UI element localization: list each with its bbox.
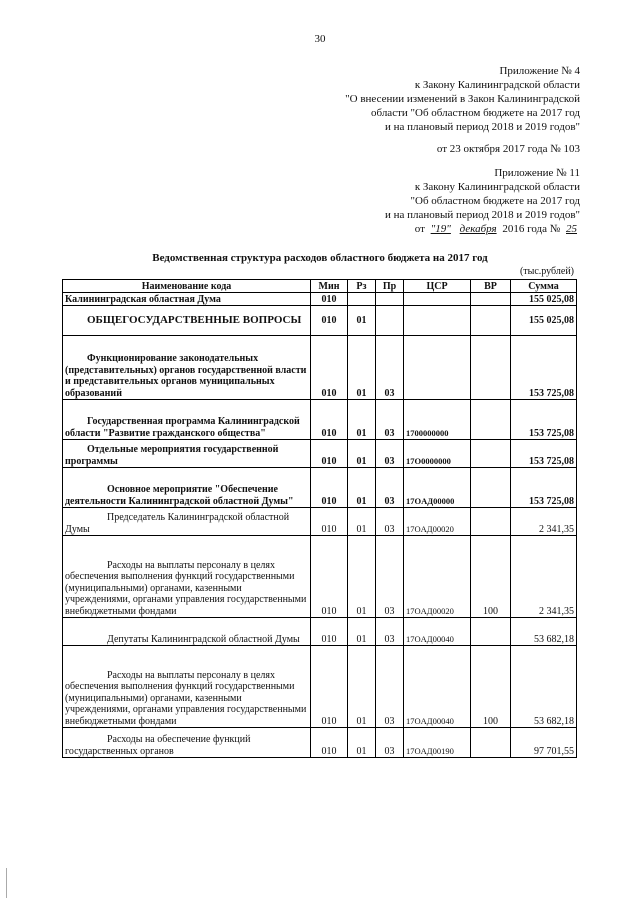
appendix-11-date — [385, 222, 580, 236]
cell-sum: 155 025,08 — [511, 306, 577, 336]
appendix-4-date: от 23 октября 2017 года № 103 — [436, 143, 580, 155]
cell-min: 010 — [311, 618, 348, 646]
cell-pr: 03 — [376, 400, 404, 440]
document-title: Ведомственная структура расходов областного бюджета на 2017 год — [152, 252, 488, 264]
table-row — [63, 336, 577, 400]
cell-sum: 97 701,55 — [511, 728, 577, 758]
cell-csr: 17OАД00190 — [404, 728, 471, 758]
cell-sum: 153 725,08 — [511, 468, 577, 508]
cell-name: Расходы на выплаты персоналу в целях обеспечения выполнения функций государственными (муниципальными) органами, казенными учреждениями, органами управления государственными внебюджетными фондами — [63, 646, 311, 728]
cell-csr: 17OАД00040 — [404, 618, 471, 646]
cell-csr: 1700000000 — [404, 400, 471, 440]
cell-csr — [404, 336, 471, 400]
date-year: 2016 года № — [502, 223, 561, 235]
table-row — [63, 508, 577, 536]
cell-min: 010 — [311, 400, 348, 440]
cell-vr — [471, 400, 511, 440]
cell-pr: 03 — [376, 440, 404, 468]
cell-rz: 01 — [348, 336, 376, 400]
cell-sum: 2 341,35 — [511, 536, 577, 618]
cell-sum: 155 025,08 — [511, 293, 577, 306]
cell-csr — [404, 293, 471, 306]
cell-min: 010 — [311, 336, 348, 400]
cell-sum: 153 725,08 — [511, 336, 577, 400]
cell-pr: 03 — [376, 646, 404, 728]
table-row — [63, 468, 577, 508]
page-number: 30 — [314, 33, 326, 45]
table-row — [63, 728, 577, 758]
table-row — [63, 618, 577, 646]
cell-vr — [471, 618, 511, 646]
cell-sum: 153 725,08 — [511, 440, 577, 468]
appendix-11-line: к Закону Калининградской области — [414, 181, 580, 193]
appendix-4-header — [345, 64, 580, 156]
cell-name: Депутаты Калининградской областной Думы — [63, 618, 311, 646]
cell-csr: 17OАД00020 — [404, 508, 471, 536]
cell-vr — [471, 306, 511, 336]
cell-name: Калининградская областная Дума — [63, 293, 311, 306]
header-rz: Рз — [348, 280, 376, 293]
date-month: декабря — [459, 223, 497, 235]
cell-rz: 01 — [348, 646, 376, 728]
appendix-4-line: Приложение № 4 — [499, 65, 580, 77]
cell-sum: 53 682,18 — [511, 618, 577, 646]
cell-vr — [471, 293, 511, 306]
cell-name: Расходы на обеспечение функций государственных органов — [63, 728, 311, 758]
header-pr: Пр — [376, 280, 404, 293]
cell-csr — [404, 306, 471, 336]
cell-min: 010 — [311, 306, 348, 336]
cell-rz: 01 — [348, 306, 376, 336]
appendix-11-line: Приложение № 11 — [494, 167, 580, 179]
appendix-11-line: "Об областном бюджете на 2017 год — [410, 195, 580, 207]
header-name: Наименование кода — [63, 280, 311, 293]
cell-min: 010 — [311, 508, 348, 536]
budget-table — [62, 279, 577, 758]
cell-vr — [471, 440, 511, 468]
cell-csr: 17OАД00040 — [404, 646, 471, 728]
cell-vr — [471, 728, 511, 758]
cell-csr: 17O0000000 — [404, 440, 471, 468]
cell-rz: 01 — [348, 728, 376, 758]
cell-csr: 17OАД00020 — [404, 536, 471, 618]
cell-rz: 01 — [348, 508, 376, 536]
cell-pr — [376, 306, 404, 336]
cell-rz — [348, 293, 376, 306]
table-row — [63, 400, 577, 440]
cell-sum: 53 682,18 — [511, 646, 577, 728]
scan-margin-mark — [6, 868, 7, 898]
cell-min: 010 — [311, 468, 348, 508]
cell-pr: 03 — [376, 728, 404, 758]
cell-name: Председатель Калининградской областной Думы — [63, 508, 311, 536]
date-from: от — [414, 223, 425, 235]
cell-pr — [376, 293, 404, 306]
table-row — [63, 306, 577, 336]
cell-pr: 03 — [376, 468, 404, 508]
cell-rz: 01 — [348, 618, 376, 646]
header-vr: ВР — [471, 280, 511, 293]
cell-vr — [471, 336, 511, 400]
table-row — [63, 536, 577, 618]
appendix-11-header — [385, 166, 580, 236]
cell-pr: 03 — [376, 336, 404, 400]
table-header-row — [63, 280, 577, 293]
cell-name: Отдельные мероприятия государственной программы — [63, 440, 311, 468]
cell-name: Основное мероприятие "Обеспечение деятельности Калининградской областной Думы" — [63, 468, 311, 508]
cell-rz: 01 — [348, 400, 376, 440]
table-row — [63, 646, 577, 728]
cell-pr: 03 — [376, 508, 404, 536]
cell-name: Функционирование законодательных (представительных) органов государственной власти и представительных органов муниципальных образований — [63, 336, 311, 400]
cell-name: Расходы на выплаты персоналу в целях обеспечения выполнения функций государственными (муниципальными) органами, казенными учреждениями, органами управления государственными внебюджетными фондами — [63, 536, 311, 618]
cell-name: ОБЩЕГОСУДАРСТВЕННЫЕ ВОПРОСЫ — [63, 306, 311, 336]
cell-rz: 01 — [348, 536, 376, 618]
cell-rz: 01 — [348, 440, 376, 468]
cell-vr: 100 — [471, 536, 511, 618]
cell-vr: 100 — [471, 646, 511, 728]
cell-vr — [471, 508, 511, 536]
units-label: (тыс.рублей) — [519, 266, 574, 277]
cell-min: 010 — [311, 728, 348, 758]
cell-min: 010 — [311, 293, 348, 306]
appendix-4-line: и на плановый период 2018 и 2019 годов" — [384, 121, 580, 133]
date-day: "19" — [430, 223, 451, 235]
header-csr: ЦСР — [404, 280, 471, 293]
header-min: Мин — [311, 280, 348, 293]
cell-csr: 17OАД00000 — [404, 468, 471, 508]
cell-name: Государственная программа Калининградской области "Развитие гражданского общества" — [63, 400, 311, 440]
cell-rz: 01 — [348, 468, 376, 508]
cell-min: 010 — [311, 536, 348, 618]
cell-min: 010 — [311, 440, 348, 468]
cell-sum: 153 725,08 — [511, 400, 577, 440]
cell-vr — [471, 468, 511, 508]
cell-pr: 03 — [376, 618, 404, 646]
table-row — [63, 440, 577, 468]
appendix-11-line: и на плановый период 2018 и 2019 годов" — [384, 209, 580, 221]
cell-pr: 03 — [376, 536, 404, 618]
appendix-4-line: области "Об областном бюджете на 2017 год — [371, 107, 580, 119]
date-number: 25 — [566, 223, 577, 235]
header-sum: Сумма — [511, 280, 577, 293]
appendix-4-line: к Закону Калининградской области — [414, 79, 580, 91]
appendix-4-line: "О внесении изменений в Закон Калининградской — [345, 93, 580, 105]
table-row — [63, 293, 577, 306]
cell-sum: 2 341,35 — [511, 508, 577, 536]
cell-min: 010 — [311, 646, 348, 728]
